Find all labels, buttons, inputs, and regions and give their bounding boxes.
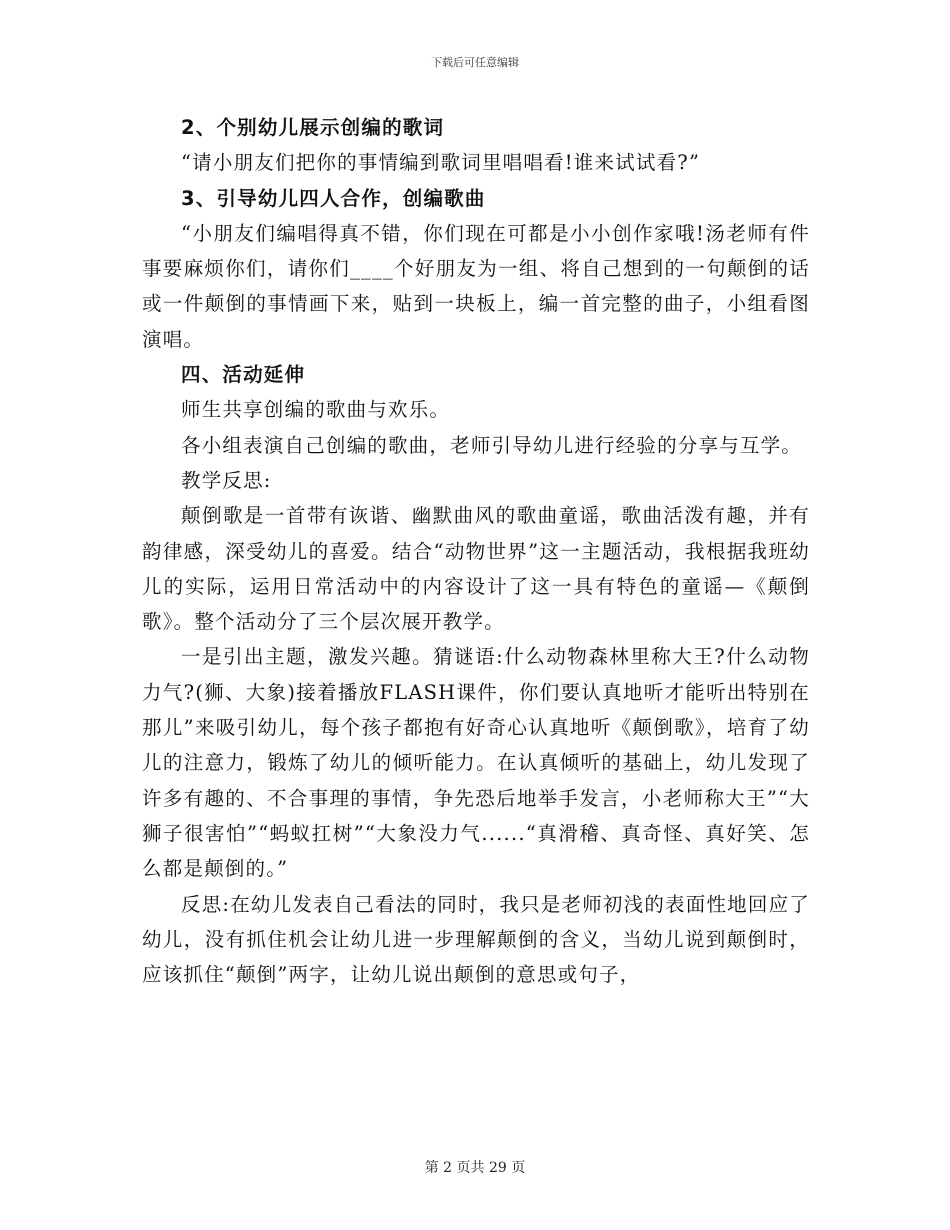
page-number: 第 2 页共 29 页 bbox=[424, 1160, 526, 1176]
document-body bbox=[142, 110, 810, 992]
body-paragraph: 师生共享创编的歌曲与欢乐。 bbox=[181, 398, 451, 422]
body-paragraph: 颠倒歌是一首带有诙谐、幽默曲风的歌曲童谣，歌曲活泼有趣，并有韵律感，深受幼儿的喜爱。结合“动物世界”这一主题活动，我根据我班幼儿的实际，运用日常活动中的内容设计了这一具有特色的童谣—《颠倒歌》。整个活动分了三个层次展开教学。 bbox=[142, 504, 810, 634]
page-header: 下载后可任意编辑 bbox=[431, 56, 519, 69]
section-heading: 四、活动延伸 bbox=[181, 363, 306, 387]
body-paragraph: “请小朋友们把你的事情编到歌词里唱唱看!谁来试试看?” bbox=[181, 151, 701, 175]
body-paragraph: 一是引出主题，激发兴趣。猜谜语:什么动物森林里称大王?什么动物力气?(狮、大象)接着播放FLASH课件，你们要认真地听才能听出特别在那儿”来吸引幼儿，每个孩子都抱有好奇心认真地听《颠倒歌》，培育了幼儿的注意力，锻炼了幼儿的倾听能力。在认真倾听的基础上，幼儿发现了许多有趣的、不合事理的事情，争先恐后地举手发言，小老师称大王”“大狮子很害怕”“蚂蚁扛树”“大象没力气......“真滑稽、真奇怪、真好笑、怎么都是颠倒的。” bbox=[142, 645, 810, 881]
body-paragraph: “小朋友们编唱得真不错，你们现在可都是小小创作家哦!汤老师有件事要麻烦你们，请你们____个好朋友为一组、将自己想到的一句颠倒的话或一件颠倒的事情画下来，贴到一块板上，编一首完整的曲子，小组看图演唱。 bbox=[142, 221, 810, 351]
body-paragraph: 反思:在幼儿发表自己看法的同时，我只是老师初浅的表面性地回应了幼儿，没有抓住机会让幼儿进一步理解颠倒的含义，当幼儿说到颠倒时，应该抓住“颠倒”两字，让幼儿说出颠倒的意思或句子， bbox=[142, 892, 810, 987]
body-paragraph: 各小组表演自己创编的歌曲，老师引导幼儿进行经验的分享与互学。 bbox=[181, 433, 803, 457]
section-heading: 2、个别幼儿展示创编的歌词 bbox=[181, 116, 445, 139]
section-heading: 3、引导幼儿四人合作，创编歌曲 bbox=[181, 186, 486, 210]
body-paragraph: 教学反思: bbox=[181, 468, 272, 492]
